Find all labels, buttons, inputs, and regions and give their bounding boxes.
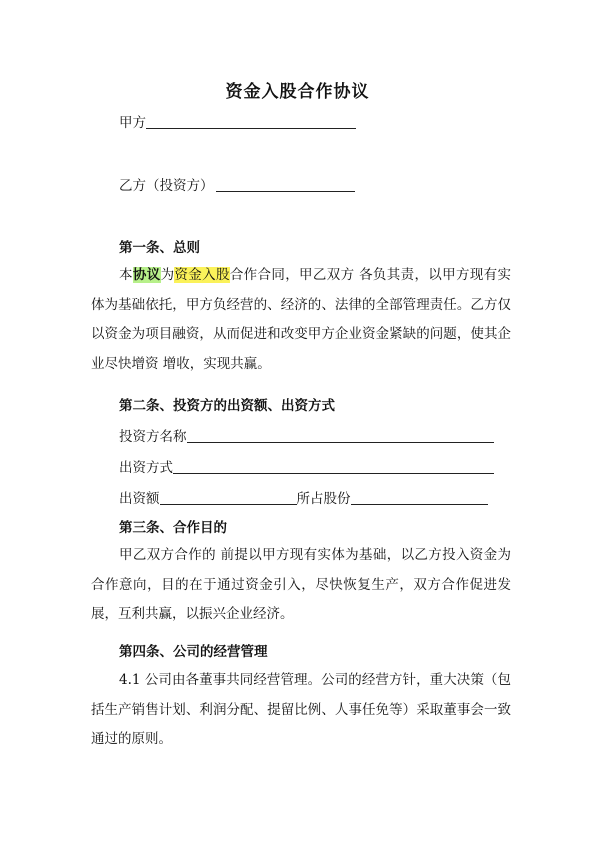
article-1-mid: 为 bbox=[160, 267, 175, 283]
share-blank[interactable] bbox=[351, 490, 488, 505]
party-b-line bbox=[119, 174, 355, 194]
investor-name-blank[interactable] bbox=[187, 428, 494, 443]
investor-name-label: 投资方名称 bbox=[119, 429, 187, 445]
article-4-heading: 第四条、公司的经营管理 bbox=[119, 644, 268, 660]
article-2-heading: 第二条、投资方的出资额、出资方式 bbox=[119, 398, 335, 414]
document-title: 资金入股合作协议 bbox=[225, 82, 370, 102]
article-3-heading: 第三条、合作目的 bbox=[119, 520, 227, 536]
article-4-paragraph: 4.1 公司由各董事共同经营管理。公司的经营方针，重大决策（包括生产销售计划、利润分配、提留比例、人事任免等）采取董事会一致通过的原则。 bbox=[91, 672, 511, 747]
investment-amount-blank[interactable] bbox=[160, 490, 297, 505]
party-b-label: 乙方（投资方） bbox=[119, 178, 214, 194]
article-1-rest: 合作合同，甲乙双方 各负其责，以甲方现有实体为基础依托，甲方负经营的、经济的、法律的全部管理责任。乙方仅以资金为项目融资，从而促进和改变甲方企业资金紧缺的问题，使其企业尽快增资 增收，实现共赢。 bbox=[91, 267, 512, 372]
investment-amount-line bbox=[119, 487, 488, 507]
highlight-capital-investment: 资金入股 bbox=[174, 267, 230, 283]
party-a-blank[interactable] bbox=[146, 114, 356, 129]
investor-name-line bbox=[119, 425, 494, 445]
article-3-paragraph: 甲乙双方合作的 前提以甲方现有实体为基础，以乙方投入资金为合作意向，目的在于通过资金引入，尽快恢复生产，双方合作促进发展，互利共赢，以振兴企业经济。 bbox=[91, 547, 511, 622]
investment-method-blank[interactable] bbox=[173, 459, 494, 474]
party-a-label: 甲方 bbox=[119, 115, 146, 131]
investment-method-label: 出资方式 bbox=[119, 460, 173, 476]
highlight-agreement: 协议 bbox=[132, 267, 161, 283]
party-b-blank[interactable] bbox=[216, 177, 355, 192]
share-label: 所占股份 bbox=[296, 491, 351, 507]
party-a-line bbox=[119, 111, 356, 131]
article-1-heading: 第一条、总则 bbox=[119, 240, 200, 256]
investment-method-line bbox=[119, 456, 494, 476]
article-1-prefix: 本 bbox=[119, 267, 133, 283]
article-1-paragraph bbox=[91, 261, 511, 379]
investment-amount-label: 出资额 bbox=[119, 491, 160, 507]
